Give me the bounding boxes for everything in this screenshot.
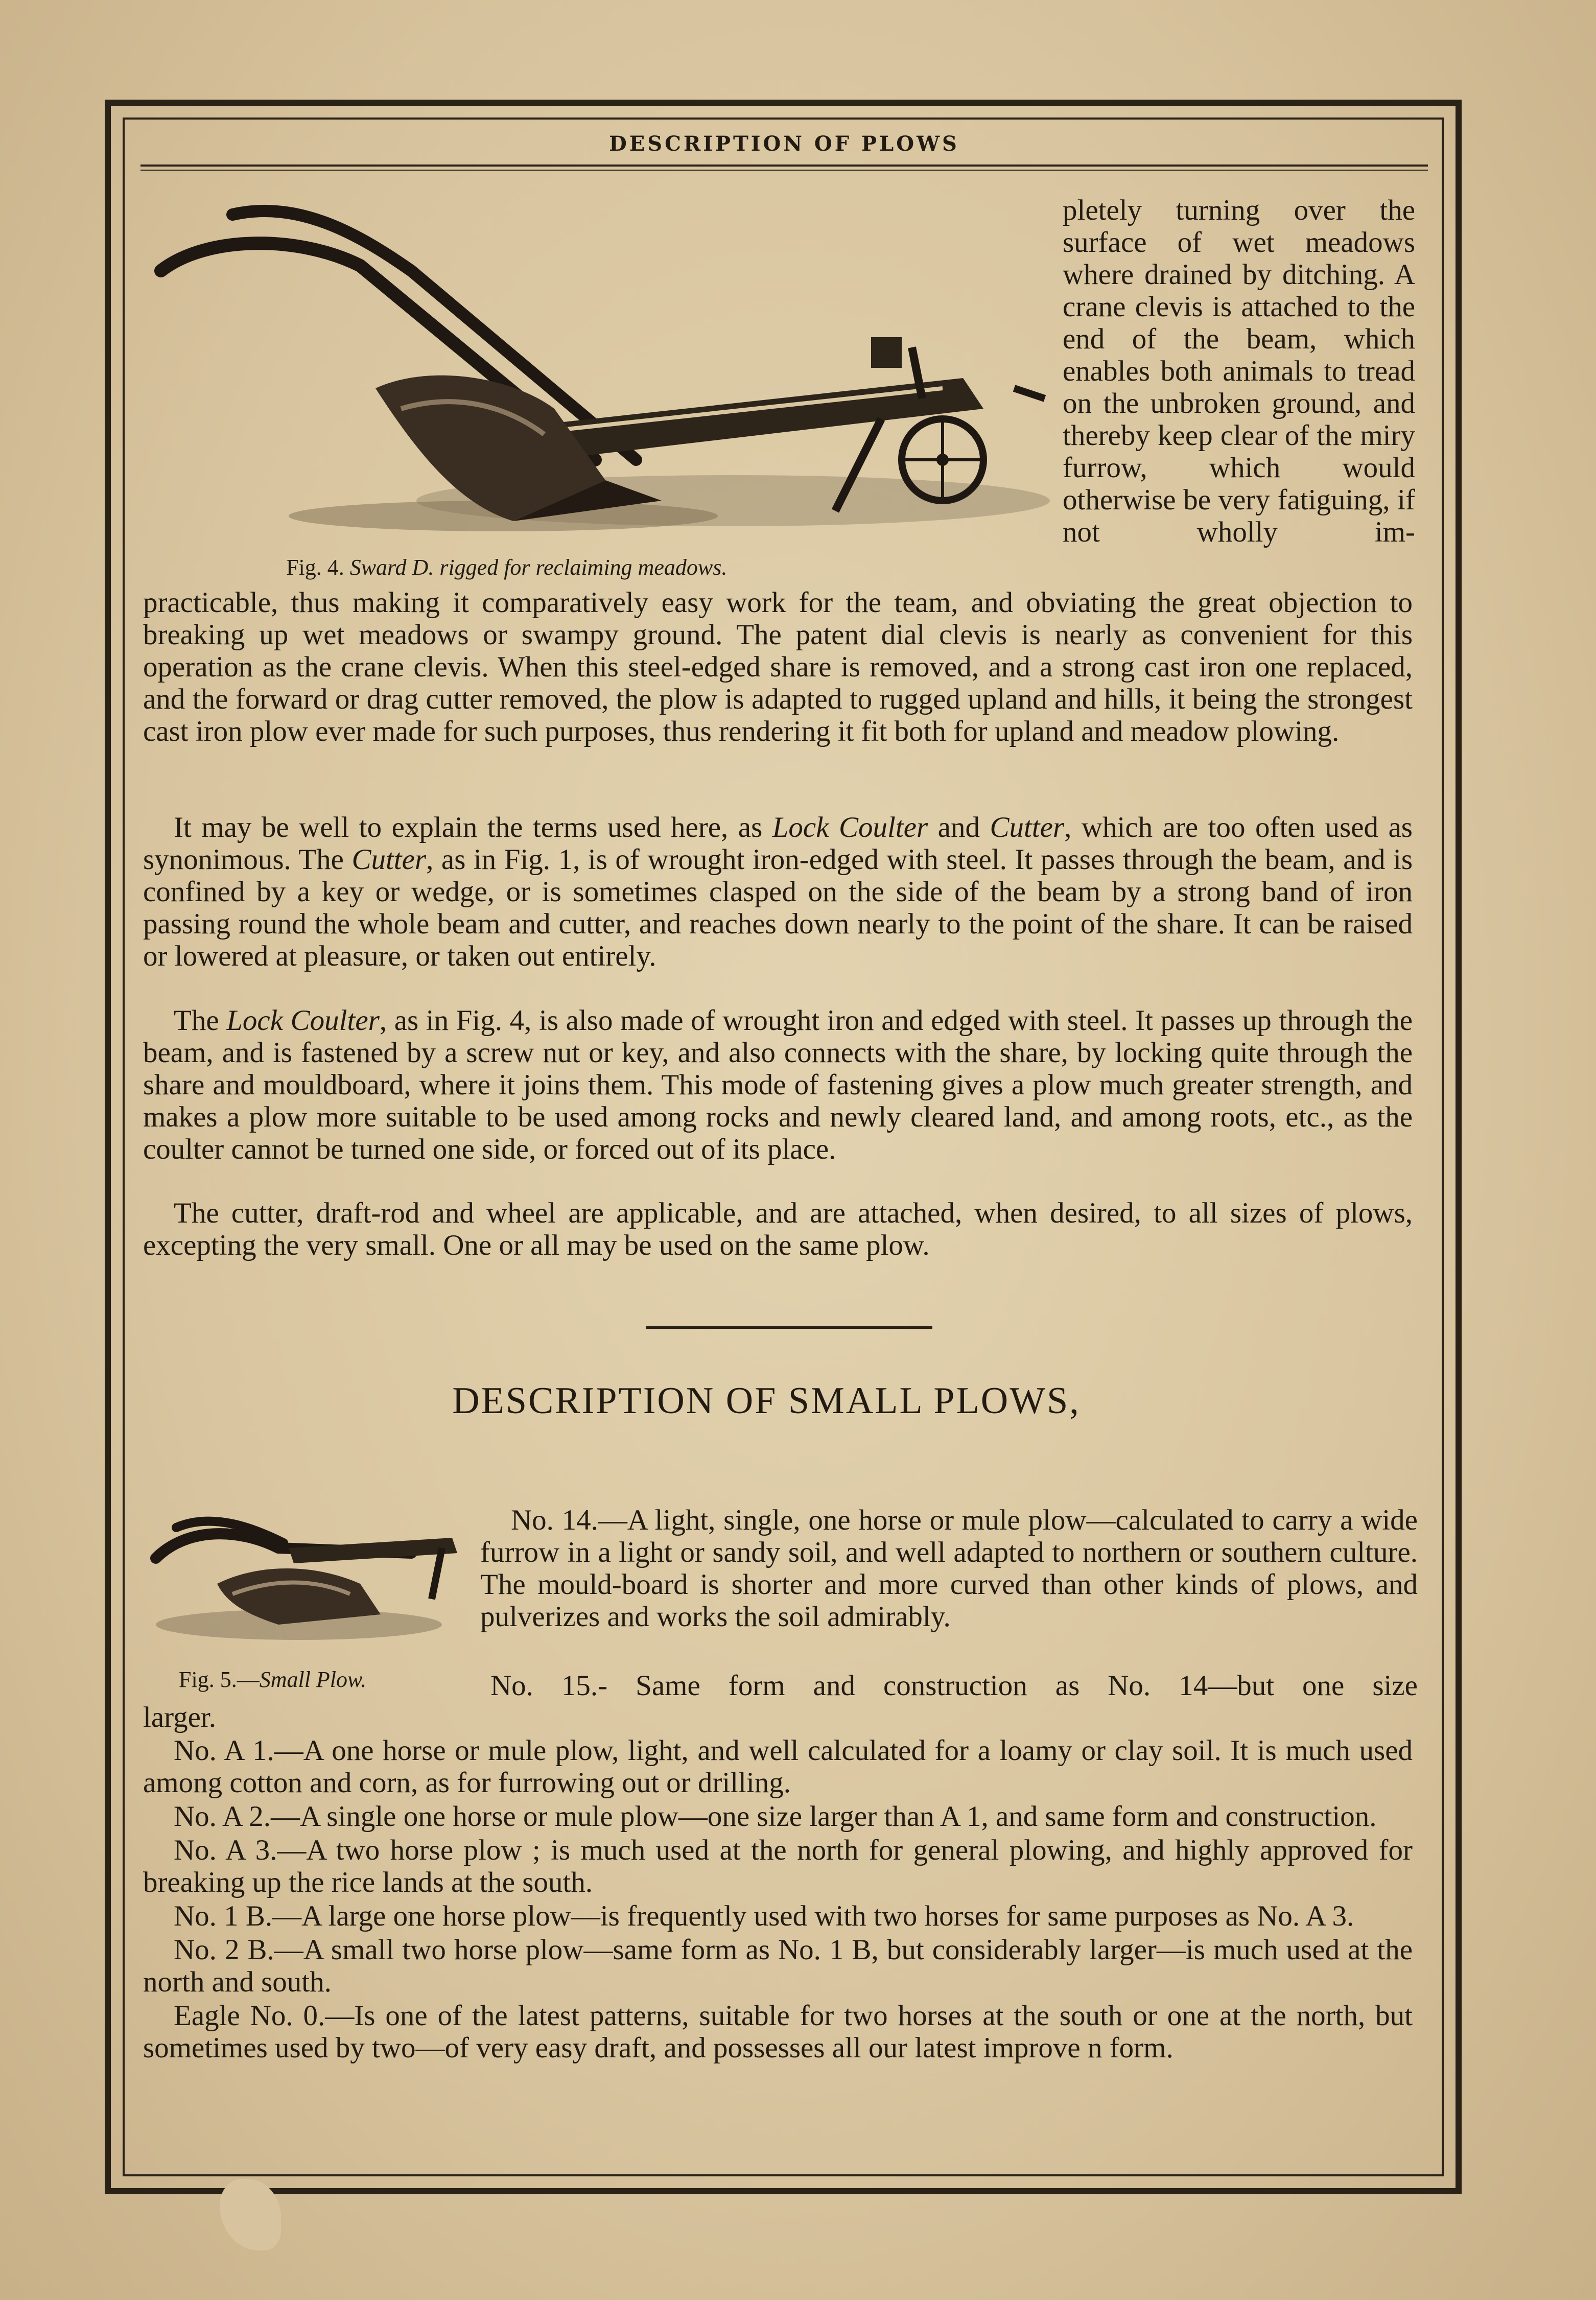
fig5-small-plow-illustration bbox=[146, 1497, 473, 1650]
section-title: DESCRIPTION OF SMALL PLOWS, bbox=[452, 1380, 1081, 1422]
list-item: No. A 1.—A one horse or mule plow, light, and well calculated for a loamy or clay soil. It is much used among cotton and corn, as for furrowing out or drilling. bbox=[143, 1734, 1413, 1799]
p2-text-a: It may be well to explain the terms used here, as bbox=[174, 811, 772, 843]
fig4-caption bbox=[286, 554, 1001, 580]
small-plow-no15: No. 15.- Same form and construction as No. 14—but one size bbox=[490, 1670, 1418, 1702]
fig5-label: Fig. 5.— bbox=[179, 1667, 260, 1692]
list-item: No. A 3.—A two horse plow ; is much used at the north for general plowing, and highly approved for breaking up the rice lands at the south. bbox=[143, 1834, 1413, 1898]
list-item: No. A 2.—A single one horse or mule plow—one size larger than A 1, and same form and construction. bbox=[174, 1800, 1377, 1833]
p2-term-cutter-2: Cutter bbox=[351, 843, 427, 876]
list-item: No. 2 B.—A small two horse plow—same form as No. 1 B, but considerably larger—is much used at the north and south. bbox=[143, 1934, 1413, 1998]
p2-term-lock-coulter: Lock Coulter bbox=[772, 811, 928, 843]
small-plow-engraving-icon bbox=[146, 1497, 473, 1650]
header-rule bbox=[140, 165, 1428, 167]
paragraph-2 bbox=[143, 811, 1413, 972]
p3-text-b: , as in Fig. 4, is also made of wrought iron and edged with steel. It passes up through the beam, and is fastened by a screw nut or key, and also connects with the share, by locking quite through the share and mouldboard, where it joins them. This mode of fastening gives a plow much greater strength, and makes a plow more suitable to be used among rocks and newly cleared land, and among roots, etc., as the coulter cannot be turned one side, or forced out of its place. bbox=[143, 1004, 1413, 1165]
p3-term-lock-coulter: Lock Coulter bbox=[226, 1004, 380, 1037]
p2-text-d: , as in Fig. 1, is of wrought iron-edged with steel. It passes through the beam, and is confined by a key or wedge, or is sometimes clasped on the side of the beam by a strong band of iron passing round the whole beam and cutter, and reaches down nearly to the point of the share. It can be raised or lowered at pleasure, or taken out entirely. bbox=[143, 843, 1413, 972]
p3-text-a: The bbox=[174, 1004, 227, 1037]
fig5-caption-text: Small Plow. bbox=[259, 1667, 367, 1692]
p2-text-c: , which are too often used as synonimous. The bbox=[143, 811, 1413, 876]
fig4-caption-text: Sward D. rigged for reclaiming meadows. bbox=[349, 555, 727, 580]
small-plow-no14: No. 14.—A light, single, one horse or mule plow—calculated to carry a wide furrow in a light or sandy soil, and well adapted to northern or southern culture. The mould-board is shorter and more curved than other kinds of plows, and pulverizes and works the soil admirably. bbox=[480, 1504, 1418, 1633]
fig4-plow-illustration bbox=[146, 194, 1050, 572]
p2-text-b: and bbox=[928, 811, 990, 843]
fig5-caption bbox=[179, 1667, 485, 1693]
running-head: DESCRIPTION OF PLOWS bbox=[609, 132, 959, 156]
p2-term-cutter: Cutter bbox=[990, 811, 1065, 843]
paragraph-1: practicable, thus making it comparatively easy work for the team, and obviating the great objection to breaking up wet meadows or swampy ground. The patent dial clevis is nearly as convenient for this operation as the crane clevis. When this steel-edged share is removed, and a strong cast iron one replaced, and the forward or drag cutter removed, the plow is adapted to rugged upland and hills, it being the strongest cast iron plow ever made for such purposes, thus rendering it fit both for upland and meadow plowing. bbox=[143, 586, 1413, 747]
small-plow-no15-continued: larger. bbox=[143, 1701, 216, 1733]
section-divider bbox=[646, 1326, 932, 1329]
paragraph-4: The cutter, draft-rod and wheel are applicable, and are attached, when desired, to all sizes of plows, excepting the very small. One or all may be used on the same plow. bbox=[143, 1197, 1413, 1261]
list-item: No. 1 B.—A large one horse plow—is frequently used with two horses for same purposes as No. A 3. bbox=[174, 1900, 1354, 1932]
list-item: Eagle No. 0.—Is one of the latest patterns, suitable for two horses at the south or one at the north, but sometimes used by two—of very easy draft, and possesses all our latest improve n form. bbox=[143, 2000, 1413, 2064]
small-plow-list bbox=[143, 1734, 1413, 2066]
right-column-text: pletely turning over the surface of wet meadows where drained by ditching. A crane clevis is attached to the end of the beam, which enables both animals to tread on the unbroken ground, and thereby keep clear of the miry furrow, which would otherwise be very fatiguing, if not wholly im- bbox=[1063, 194, 1415, 548]
header-rule-thin bbox=[140, 170, 1428, 171]
plow-engraving-icon bbox=[146, 194, 1050, 572]
fig4-label: Fig. 4. bbox=[286, 555, 344, 580]
paragraph-3 bbox=[143, 1004, 1413, 1165]
